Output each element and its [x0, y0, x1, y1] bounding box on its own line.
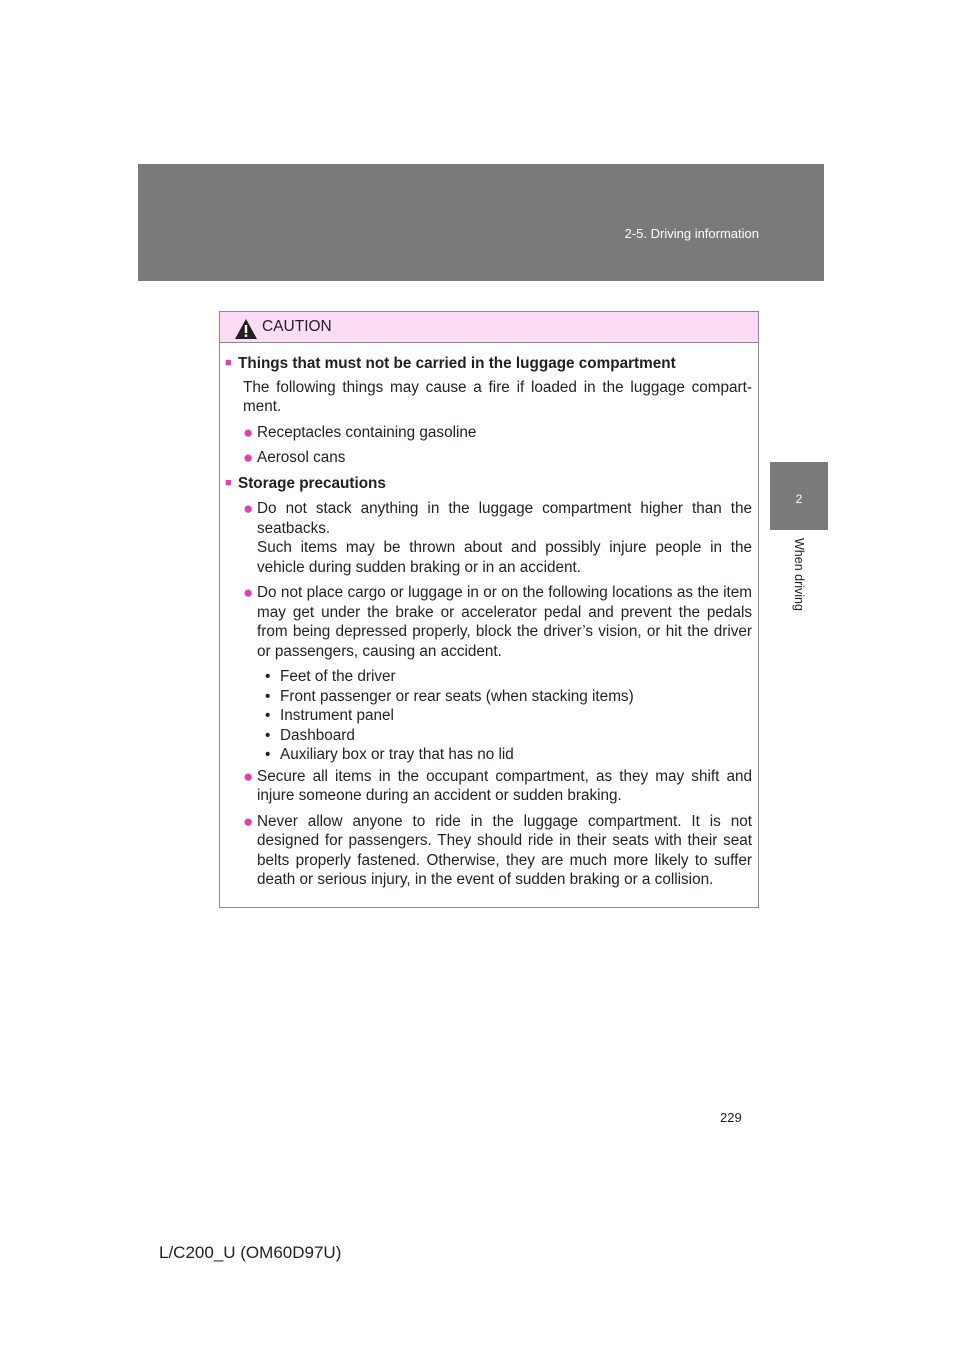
sub-list-item: • Feet of the driver: [265, 668, 396, 685]
section-heading-text: Storage precautions: [238, 474, 386, 492]
sub-list-item: • Front passenger or rear seats (when stacking items): [265, 687, 634, 705]
chapter-tab: [770, 462, 828, 530]
sub-list-item-text: Auxiliary box or tray that has no lid: [280, 746, 514, 763]
list-item-text: Such items may be thrown about and possibly injure people in the vehicle during sudden braking or in an accident.: [257, 539, 752, 576]
list-item: [243, 812, 752, 890]
list-item-content: [257, 499, 752, 577]
list-item-text: Receptacles containing gasoline: [257, 423, 477, 441]
section-title: 2-5. Driving information: [624, 226, 759, 241]
list-item: [243, 448, 752, 468]
caution-header: [220, 312, 758, 343]
sub-list-item-text: Front passenger or rear seats (when stacking items): [280, 687, 634, 705]
sub-list: [265, 667, 752, 765]
circle-bullet-icon: ●: [243, 766, 254, 786]
chapter-number: 2: [795, 492, 803, 506]
sub-list-item-text: Dashboard: [280, 726, 355, 744]
section-heading: [225, 474, 752, 494]
page-number: 229: [720, 1110, 742, 1125]
sub-list-item-text: Instrument panel: [280, 707, 394, 724]
chapter-label: When driving: [792, 538, 806, 611]
warning-triangle-icon: [234, 318, 258, 340]
caution-body: [220, 343, 758, 890]
circle-bullet-icon: ●: [243, 448, 254, 467]
section-heading-text: Things that must not be carried in the luggage compartment: [238, 355, 676, 372]
circle-bullet-icon: ●: [243, 422, 254, 442]
list-item: [243, 767, 752, 806]
header-band: [138, 164, 824, 281]
square-bullet-icon: ■: [225, 476, 232, 489]
list-item-text: Never allow anyone to ride in the luggage compartment. It is not designed for passengers. They should ride in their seats with their seat belts properly fastened. Otherwise, they are much more likely to suffer death or serious injury, in the event of sudden braking or a collision.: [257, 812, 752, 888]
circle-bullet-icon: ●: [243, 811, 254, 831]
sub-list-item: • Auxiliary box or tray that has no lid: [265, 746, 514, 763]
list-item-text: Aerosol cans: [257, 449, 346, 466]
section-intro: The following things may cause a fire if loaded in the luggage compart-ment.: [243, 378, 752, 415]
square-bullet-icon: ■: [225, 357, 232, 369]
list-item-text: Do not stack anything in the luggage compartment higher than the seatbacks.: [257, 500, 752, 537]
list-item: [243, 499, 752, 577]
circle-bullet-icon: ●: [243, 499, 254, 518]
sub-list-item-text: Feet of the driver: [280, 668, 396, 685]
list-item-text: Do not place cargo or luggage in or on the following locations as the item may get under the brake or accelerator pedal and prevent the pedals from being depressed properly, block the driver’s vision, or hit the driver or passengers, causing an accident.: [257, 584, 752, 660]
sub-list-item: • Dashboard: [265, 726, 355, 744]
list-item: [243, 423, 752, 443]
list-item-text: Secure all items in the occupant compartment, as they may shift and injure someone during an accident or sudden braking.: [257, 767, 752, 804]
circle-bullet-icon: ●: [243, 583, 254, 602]
caution-title: CAUTION: [262, 318, 332, 335]
caution-box: [219, 311, 759, 908]
list-item: [243, 583, 752, 661]
document-code: L/C200_U (OM60D97U): [159, 1243, 342, 1262]
section-heading: [225, 354, 752, 374]
sub-list-item: • Instrument panel: [265, 707, 394, 724]
